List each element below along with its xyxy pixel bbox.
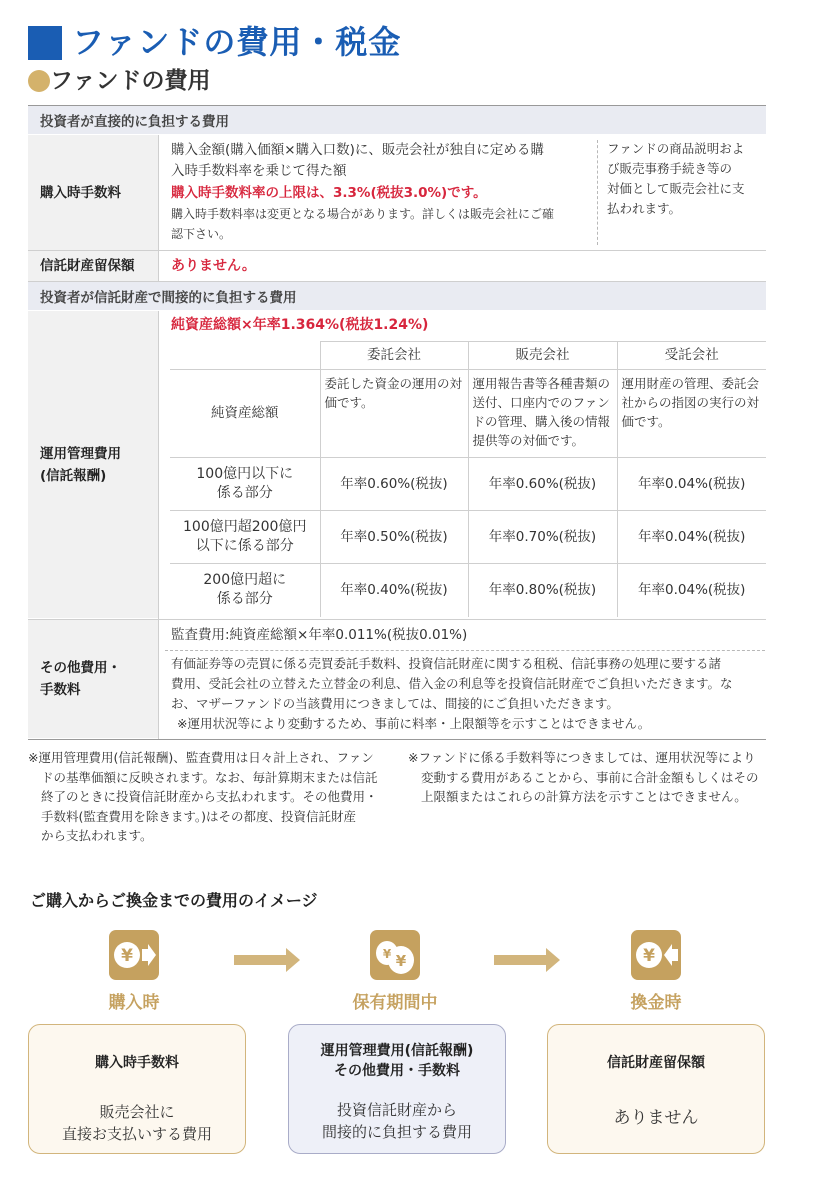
other-fees-line3: お、マザーファンドの当該費用につきましては、間接的にご負担いただきます。 <box>171 696 619 711</box>
table-row <box>170 564 766 617</box>
mgmt-fee-label-line1: 運用管理費用 <box>40 445 121 462</box>
tier-label-line2: 係る部分 <box>216 591 273 608</box>
other-fees-label-line1: その他費用・ <box>40 660 121 676</box>
purchase-fee-note2: 認下さい。 <box>171 227 232 241</box>
footnote-right <box>408 748 780 807</box>
purchase-fee-note1: 購入時手数料率は変更となる場合があります。詳しくは販売会社にご確 <box>171 207 555 221</box>
purchase-fee-side-line4: 払われます。 <box>607 201 682 216</box>
footnote-left-line: 手数料(監査費用を除きます。)はその都度、投資信託財産 <box>41 808 357 824</box>
yen-glyph: ¥ <box>643 946 655 966</box>
tier-value: 年率0.80%(税抜) <box>468 564 617 617</box>
title-square-icon <box>28 26 62 60</box>
money-bags-icon <box>370 930 420 980</box>
holding-cost-box-desc1: 投資信託財産から <box>336 1101 457 1119</box>
purchase-fee-line2: 入時手数料率を乗じて得た額 <box>171 163 347 179</box>
flow-arrow-shaft <box>494 955 546 965</box>
mgmt-fee-breakdown-table <box>170 341 766 617</box>
footnote-right-line: 上限額またはこれらの計算方法を示すことはできません。 <box>421 789 747 804</box>
other-fees-description <box>171 654 766 734</box>
flow-arrow-icon <box>546 948 560 972</box>
yen-arrow-out-icon-graphic <box>634 937 678 973</box>
other-fees-label <box>28 620 158 738</box>
tier-label-line2: 係る部分 <box>216 485 273 501</box>
role-description: 運用財産の管理、委託会社からの指図の実行の対価です。 <box>617 370 766 458</box>
footnote-left-line: ※運用管理費用(信託報酬)、監査費用は日々計上され、ファン <box>28 750 374 765</box>
tier-value: 年率0.04%(税抜) <box>617 511 766 564</box>
mgmt-fee-rate: 純資産総額×年率1.364%(税抜1.24%) <box>171 317 429 333</box>
tier-label <box>170 511 320 564</box>
yen-glyph: ¥ <box>395 952 407 970</box>
subtitle-dot-icon <box>28 70 50 92</box>
mgmt-fee-label <box>28 311 158 618</box>
footnote-left-line: から支払われます。 <box>41 828 153 843</box>
table-bottom-border <box>28 739 766 740</box>
tier-label-line1: 100億円以下に <box>196 466 294 482</box>
other-fees-line2: 費用、受託会社の立替えた立替金の利息、借入金の利息等を投資信託財産でご負担いただきます。な <box>171 676 733 691</box>
purchase-fee-label-text: 購入時手数料 <box>40 184 121 201</box>
tier-label-line1: 100億円超200億円 <box>183 519 307 535</box>
direct-costs-header <box>28 106 766 134</box>
stage-label-holding: 保有期間中 <box>352 993 438 1013</box>
role-description: 委託した資金の運用の対価です。 <box>320 370 468 458</box>
label-column-border <box>158 135 159 281</box>
holding-cost-box <box>288 1024 506 1154</box>
page-subtitle: ファンドの費用 <box>50 68 211 94</box>
stage-label-purchase: 購入時 <box>108 993 160 1013</box>
purchase-fee-side-line2: び販売事務手続き等の <box>607 161 733 176</box>
page-title: ファンドの費用・税金 <box>72 23 402 61</box>
footnote-right-line: 変動する費用があることから、事前に合計金額もしくはその <box>421 769 759 785</box>
tier-value: 年率0.50%(税抜) <box>320 511 468 564</box>
tier-label-line1: 200億円超に <box>203 572 287 589</box>
tier-value: 年率0.04%(税抜) <box>617 564 766 617</box>
purchase-fee-side-line3: 対価として販売会社に支 <box>607 181 745 196</box>
other-fees-divider <box>165 650 765 651</box>
tier-value: 年率0.60%(税抜) <box>320 458 468 511</box>
column-header: 受託会社 <box>617 342 766 370</box>
audit-fee: 監査費用:純資産総額×年率0.011%(税抜0.01%) <box>171 627 468 643</box>
purchase-fee-label <box>28 135 158 250</box>
flow-arrow-icon <box>286 948 300 972</box>
footnote-left-line: ドの基準価額に反映されます。なお、毎計算期末または信託 <box>41 769 378 785</box>
table-row <box>170 511 766 564</box>
purchase-fee-side-note <box>607 139 767 219</box>
other-fees-line4: ※運用状況等により変動するため、事前に料率・上限額等を示すことはできません。 <box>177 716 651 731</box>
cost-flow-title: ご購入からご換金までの費用のイメージ <box>30 891 318 910</box>
footnote-right-line: ※ファンドに係る手数料等につきましては、運用状況等により <box>408 750 756 765</box>
retention-label <box>28 251 158 281</box>
row-label: 純資産総額 <box>170 370 320 458</box>
tier-label <box>170 458 320 511</box>
tier-label <box>170 564 320 617</box>
redemption-cost-box-desc: ありません <box>613 1108 699 1128</box>
other-fees-line1: 有価証券等の売買に係る売買委託手数料、投資信託財産に関する租税、信託事務の処理に要する諸 <box>171 656 722 671</box>
purchase-fee-content <box>171 140 596 244</box>
purchase-fee-side-line1: ファンドの商品説明およ <box>607 141 745 156</box>
other-fees-label-line2: 手数料 <box>40 682 81 698</box>
retention-value: ありません。 <box>171 258 256 274</box>
tier-value: 年率0.40%(税抜) <box>320 564 468 617</box>
holding-cost-box-title1: 運用管理費用(信託報酬) <box>320 1043 474 1059</box>
redemption-cost-box <box>547 1024 765 1154</box>
redemption-cost-box-title: 信託財産留保額 <box>607 1055 705 1071</box>
yen-arrow-in-icon-graphic <box>112 937 156 973</box>
direct-costs-header-text: 投資者が直接的に負担する費用 <box>40 114 229 130</box>
tier-label-line2: 以下に係る部分 <box>195 538 294 554</box>
purchase-cost-box-desc2: 直接お支払いする費用 <box>61 1125 212 1143</box>
purchase-fee-limit: 購入時手数料率の上限は、3.3%(税抜3.0%)です。 <box>171 185 487 201</box>
holding-cost-box-title2: その他費用・手数料 <box>334 1063 460 1079</box>
footnote-left <box>28 748 398 846</box>
yen-arrow-in-icon <box>109 930 159 980</box>
yen-glyph: ¥ <box>121 946 133 966</box>
retention-label-text: 信託財産留保額 <box>40 258 135 274</box>
yen-arrow-out-icon <box>631 930 681 980</box>
tier-value: 年率0.04%(税抜) <box>617 458 766 511</box>
flow-arrow-shaft <box>234 955 286 965</box>
label-column-border <box>158 311 159 739</box>
table-corner <box>170 342 320 370</box>
mgmt-fee-label-line2: (信託報酬) <box>40 467 107 484</box>
purchase-fee-line1: 購入金額(購入価額×購入口数)に、販売会社が独自に定める購 <box>171 142 544 158</box>
column-header: 販売会社 <box>468 342 617 370</box>
purchase-cost-box-desc1: 販売会社に <box>99 1103 175 1121</box>
yen-glyph: ¥ <box>382 947 392 961</box>
money-bags-icon-graphic <box>372 933 418 977</box>
purchase-cost-box-title: 購入時手数料 <box>95 1055 179 1071</box>
purchase-fee-divider <box>597 140 598 245</box>
indirect-costs-header-text: 投資者が信託財産で間接的に負担する費用 <box>40 290 297 306</box>
holding-cost-box-desc2: 間接的に負担する費用 <box>321 1123 472 1141</box>
role-description: 運用報告書等各種書類の送付、口座内でのファンドの管理、購入後の情報提供等の対価です。 <box>468 370 617 458</box>
tier-value: 年率0.70%(税抜) <box>468 511 617 564</box>
table-row <box>170 458 766 511</box>
tier-value: 年率0.60%(税抜) <box>468 458 617 511</box>
column-header: 委託会社 <box>320 342 468 370</box>
purchase-cost-box <box>28 1024 246 1154</box>
stage-label-redemption: 換金時 <box>630 993 682 1013</box>
indirect-costs-header <box>28 282 766 310</box>
footnote-left-line: 終了のときに投資信託財産から支払われます。その他費用・ <box>41 789 378 804</box>
